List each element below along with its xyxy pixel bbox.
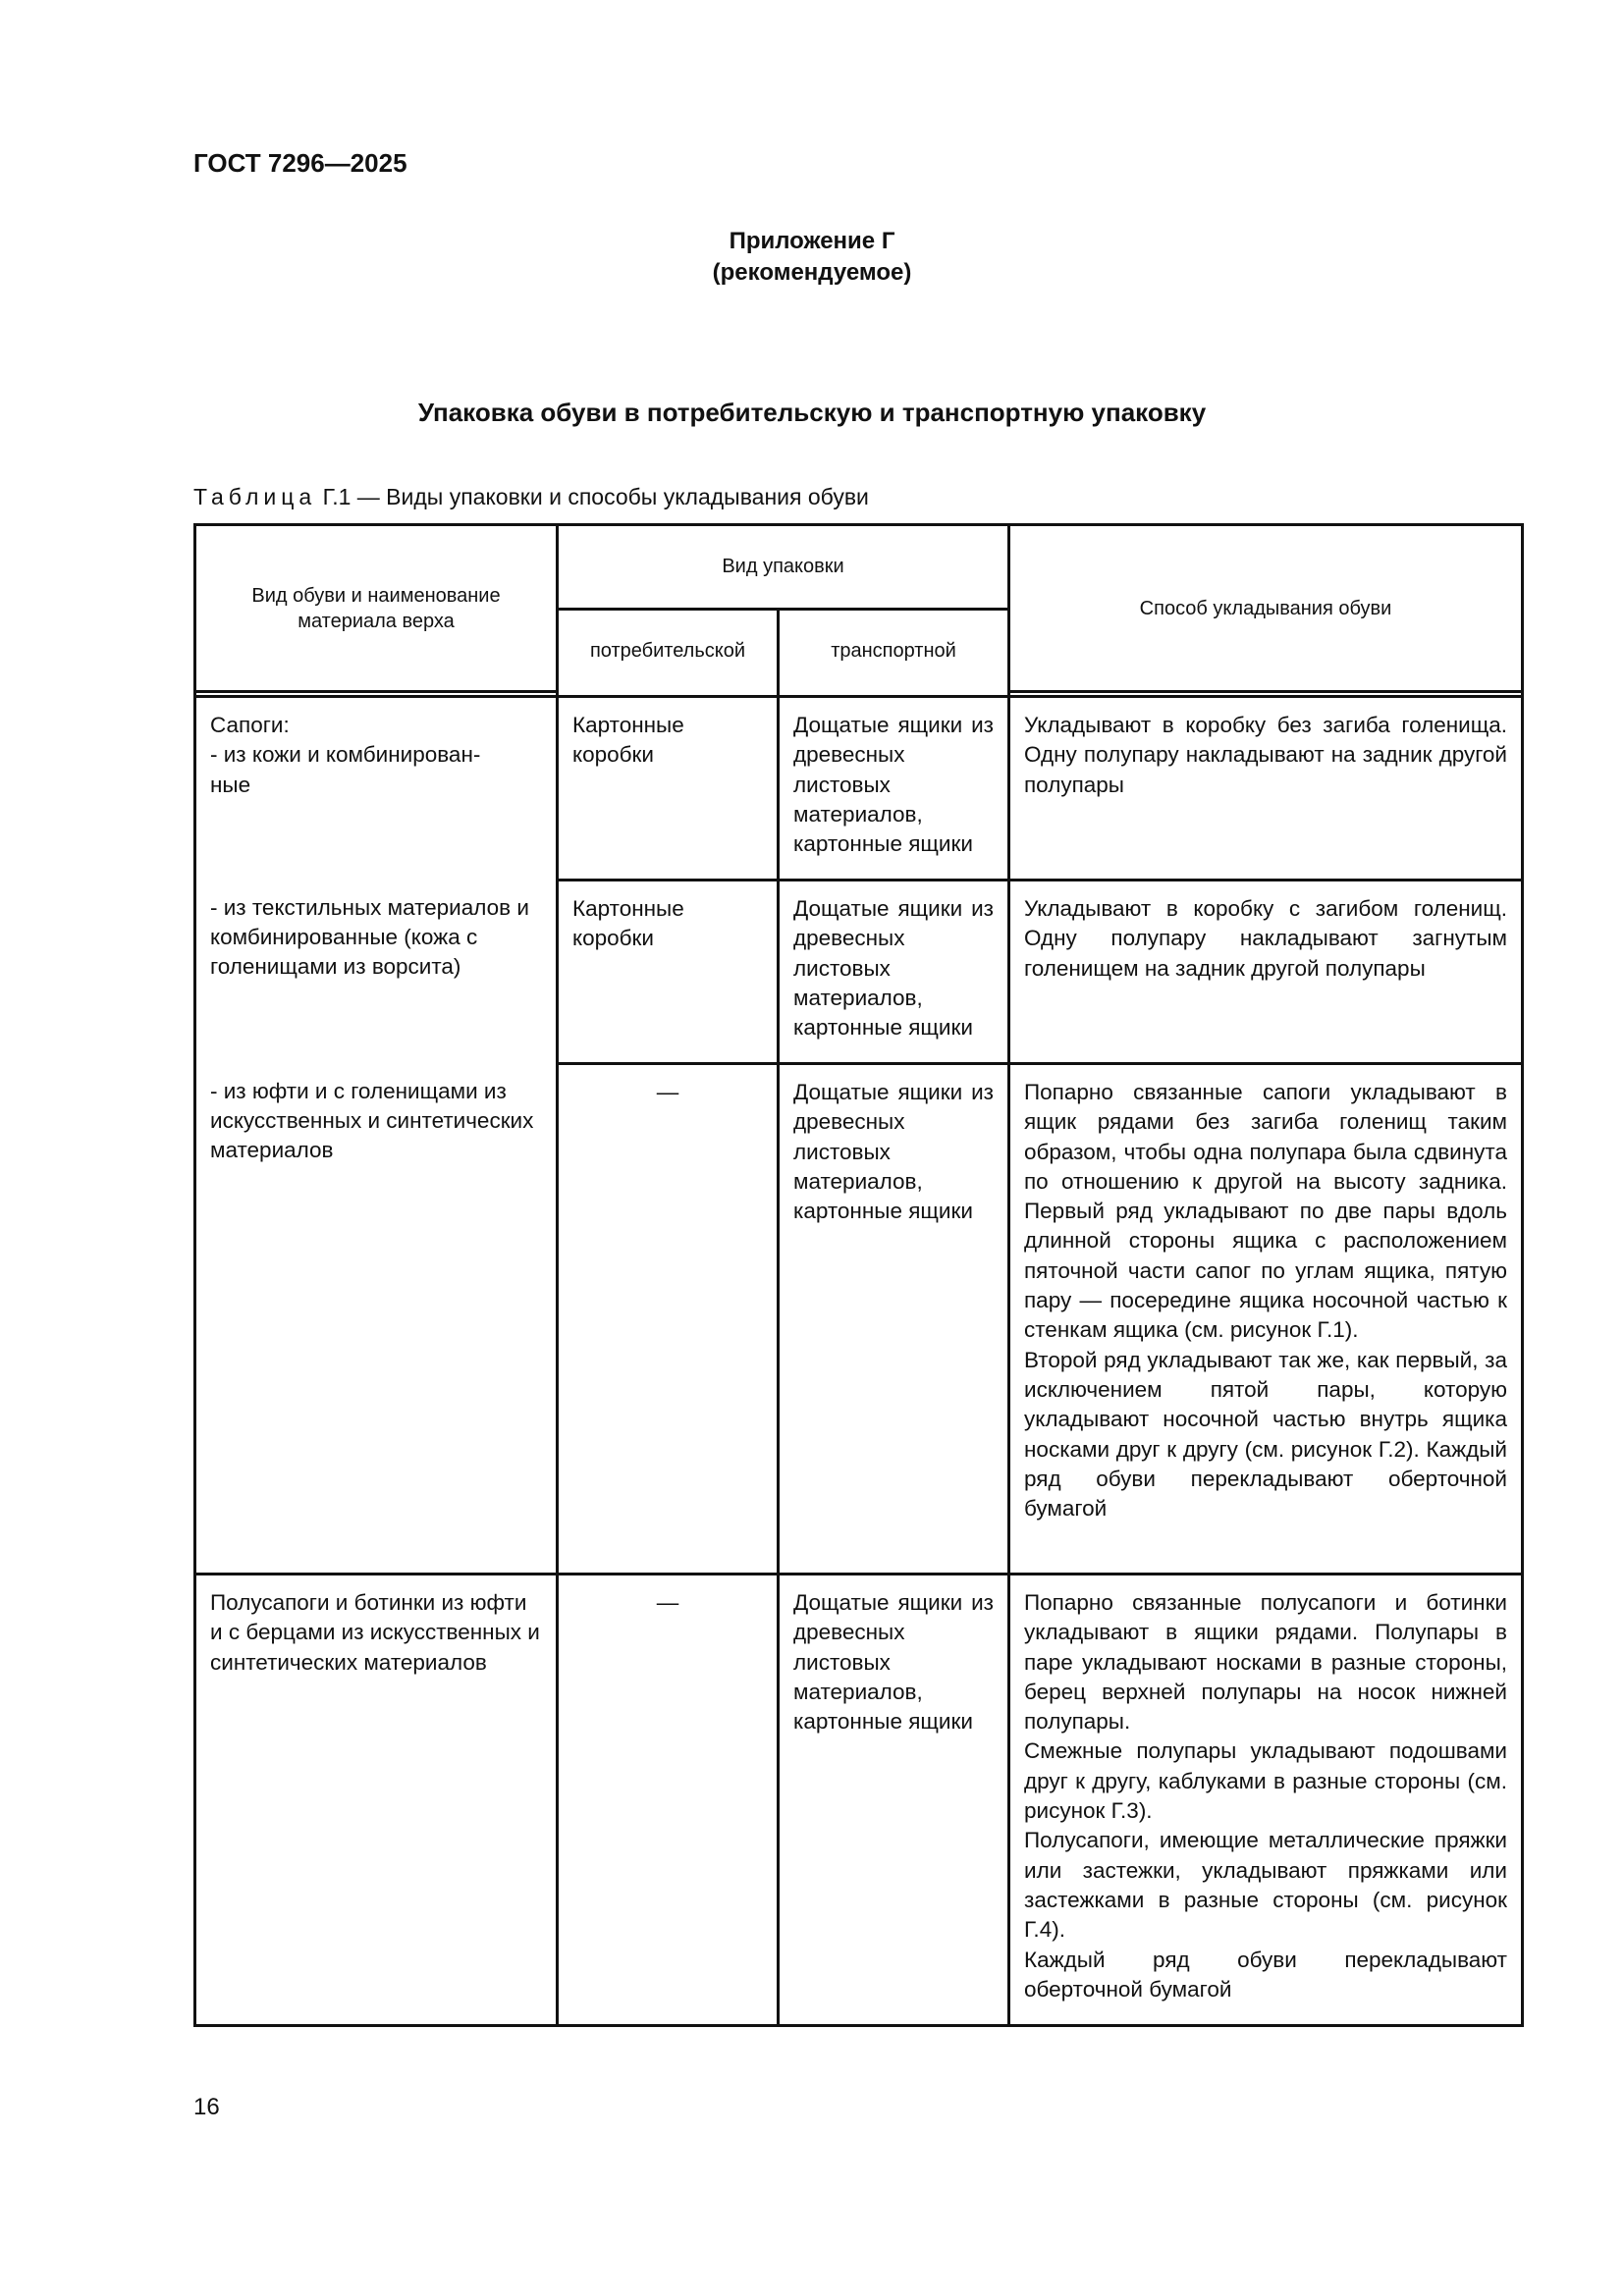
- document-code: ГОСТ 7296—2025: [193, 148, 407, 178]
- packing-method-cell: Укладывают в коробку с загибом голенищ. Одну полупару накладывают загнутым голенищем на задник другой полупары: [1009, 881, 1523, 1064]
- method-paragraph: Попарно связанные полусапоги и ботинки укладывают в ящики рядами. Полупары в паре укладывают носками в разные стороны, берец верхней полупары на носок нижней полупары.: [1024, 1590, 1507, 1735]
- packing-method-cell: Укладывают в коробку без загиба голенища. Одну полупару накладывают на задник другой полупары: [1009, 697, 1523, 881]
- header-transport: транспортной: [779, 609, 1009, 691]
- header-packing-method: Способ укладывания обуви: [1009, 525, 1523, 692]
- header-packaging-type: Вид упаковки: [558, 525, 1009, 610]
- appendix-status: (рекомендуемое): [712, 259, 912, 286]
- footwear-type-cell: Полусапоги и ботинки из юфти и с берцами из искусственных и синтетических материалов: [195, 1575, 558, 2026]
- consumer-packaging-cell: —: [558, 1064, 779, 1575]
- header-footwear-type: Вид обуви и наименование материала верха: [195, 525, 558, 692]
- method-paragraph: Попарно связанные сапоги укладывают в ящик рядами без загиба голенищ таким образом, чтобы одна полупара была сдвинута по отношению к другой на высоту задника. Первый ряд укладывают по две пары вдоль длинной стороны ящика с расположением пяточной части сапог по углам ящика, пятую пару — посередине ящика носочной частью к стенкам ящика (см. рисунок Г.1).: [1024, 1080, 1507, 1343]
- header-consumer: потребительской: [558, 609, 779, 691]
- appendix-heading: [0, 226, 1624, 289]
- appendix-title: Приложение Г: [729, 228, 895, 254]
- table-caption: [193, 484, 869, 510]
- table-row: [195, 881, 1523, 1064]
- consumer-packaging-cell: Картонные коробки: [558, 881, 779, 1064]
- transport-packaging-cell: Дощатые ящики из древесных листовых материалов, картонные ящики: [779, 1575, 1009, 2026]
- page-number: 16: [193, 2094, 220, 2120]
- table-caption-prefix: Таблица: [193, 484, 317, 509]
- footwear-type-cell: - из юфти и с голенищами из искусственных и синтетических материалов: [195, 1064, 558, 1575]
- packing-method-cell: [1009, 1064, 1523, 1575]
- table-row: [195, 1575, 1523, 2026]
- method-paragraph: Полусапоги, имеющие металлические пряжки или застежки, укладывают пряжками или застежками в разные стороны (см. рисунок Г.4).: [1024, 1828, 1507, 1943]
- method-paragraph: Каждый ряд обуви перекладывают оберточной бумагой: [1024, 1947, 1507, 2002]
- consumer-packaging-cell: —: [558, 1575, 779, 2026]
- table-caption-text: Г.1 — Виды упаковки и способы укладывания обуви: [322, 484, 869, 509]
- method-paragraph: Второй ряд укладывают так же, как первый, за исключением пятой пары, которую укладывают носочной частью внутрь ящика носками друг к другу (см. рисунок Г.2). Каждый ряд обуви перекладывают оберточной бумагой: [1024, 1347, 1507, 1522]
- transport-packaging-cell: Дощатые ящики из древесных листовых материалов, картонные ящики: [779, 881, 1009, 1064]
- packaging-table: [193, 523, 1524, 2027]
- footwear-type-cell: - из текстильных материалов и комбинированные (кожа с голенищами из ворсита): [195, 881, 558, 1064]
- transport-packaging-cell: Дощатые ящики из древесных листовых материалов, картонные ящики: [779, 1064, 1009, 1575]
- table-row: [195, 697, 1523, 881]
- method-paragraph: Смежные полупары укладывают подошвами друг к другу, каблуками в разные стороны (см. рисунок Г.3).: [1024, 1738, 1507, 1824]
- consumer-packaging-cell: Картонные коробки: [558, 697, 779, 881]
- table-row: [195, 1064, 1523, 1575]
- packing-method-cell: [1009, 1575, 1523, 2026]
- footwear-type-cell: Сапоги: - из кожи и комбинирован- ные: [195, 697, 558, 881]
- transport-packaging-cell: Дощатые ящики из древесных листовых материалов, картонные ящики: [779, 697, 1009, 881]
- section-title: Упаковка обуви в потребительскую и транспортную упаковку: [417, 398, 1207, 427]
